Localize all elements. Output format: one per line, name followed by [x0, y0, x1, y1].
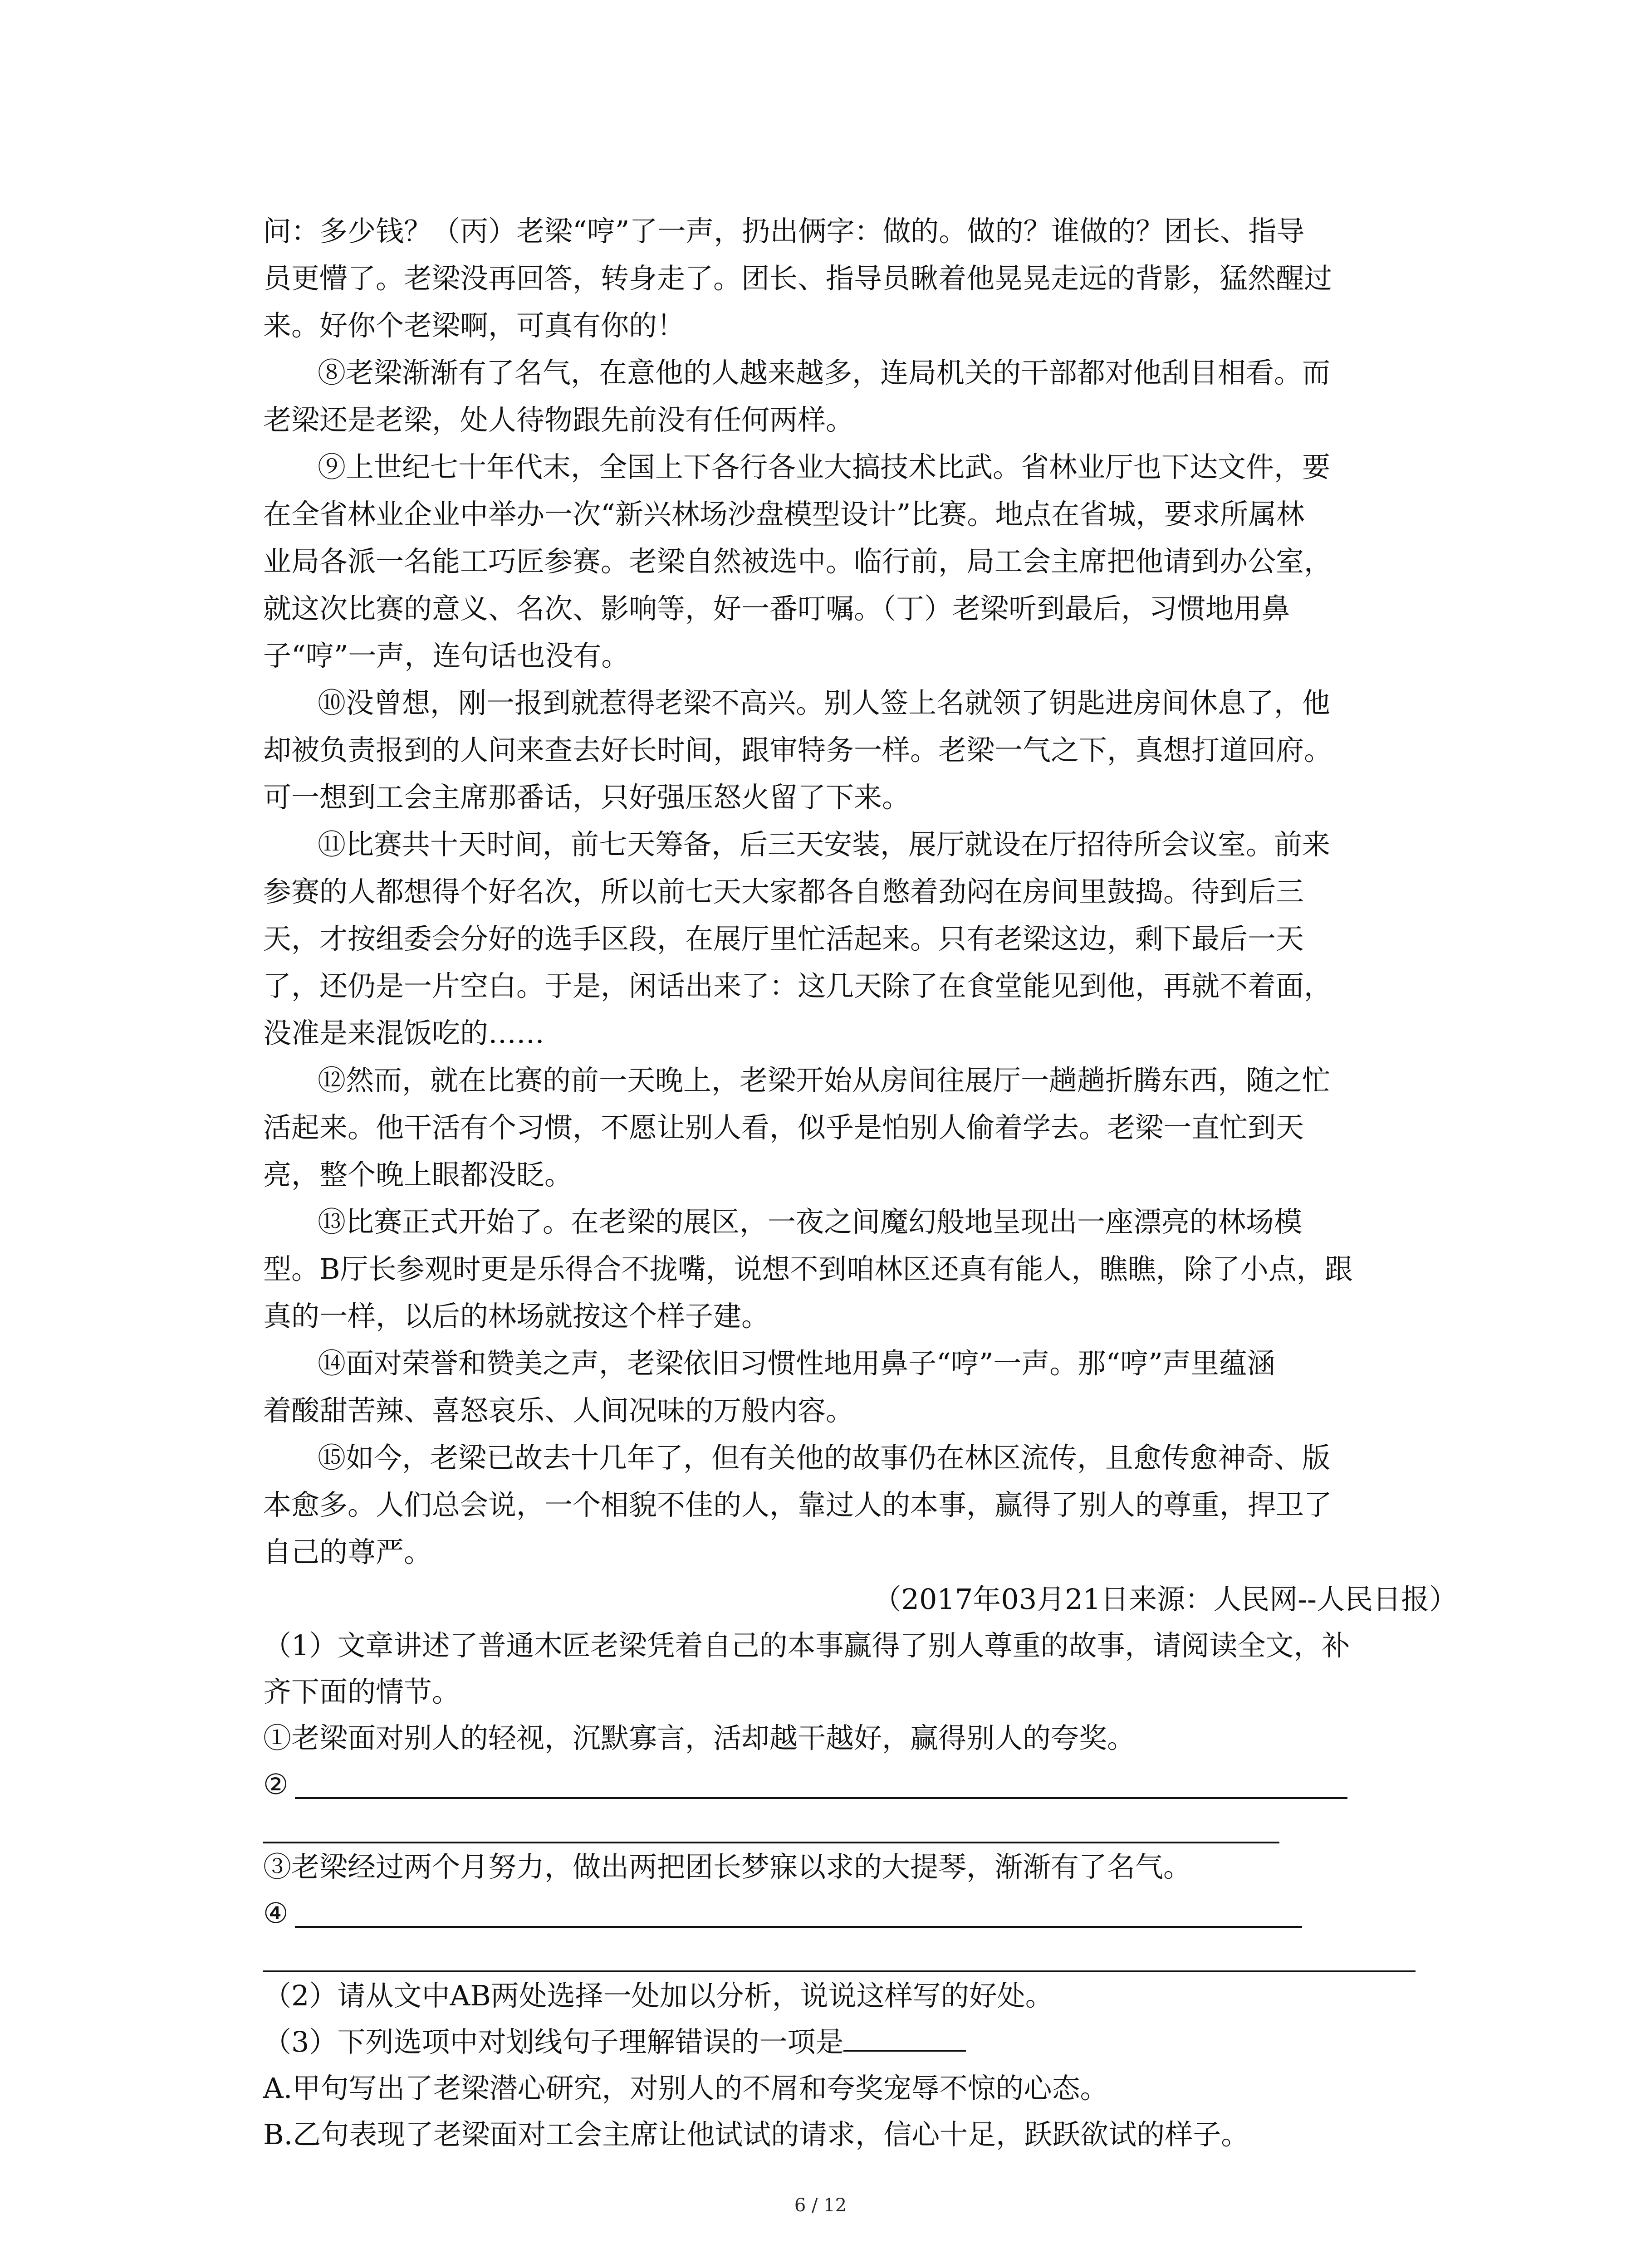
text-line: ⑬比赛正式开始了。在老梁的展区，一夜之间魔幻般地呈现出一座漂亮的林场模 [318, 1205, 1303, 1238]
text-line: 就这次比赛的意义、名次、影响等，好一番叮嘱。（丁）老梁听到最后，习惯地用鼻 [263, 592, 1290, 625]
text-line: 老梁还是老梁，处人待物跟先前没有任何两样。 [263, 403, 854, 436]
text-line: 天，才按组委会分好的选手区段，在展厅里忙活起来。只有老梁这边，剩下最后一天 [263, 922, 1304, 955]
question-1-item-4-marker: ④ [263, 1897, 289, 1930]
text-line: 真的一样，以后的林场就按这个样子建。 [263, 1300, 770, 1333]
answer-blank-item-2-continued[interactable] [263, 1842, 1279, 1843]
text-line: ⑪比赛共十天时间，前七天筹备，后三天安装，展厅就设在厅招待所会议室。前来 [318, 828, 1331, 861]
text-line: ⑮如今，老梁已故去十几年了，但有关他的故事仍在林区流传，且愈传愈神奇、版 [318, 1441, 1331, 1474]
text-line: 却被负责报到的人问来查去好长时间，跟审特务一样。老梁一气之下，真想打道回府。 [263, 733, 1332, 767]
question-1-item-1: ①老梁面对别人的轻视，沉默寡言，活却越干越好，赢得别人的夸奖。 [263, 1721, 1136, 1755]
text-line: 问：多少钱？（丙）老梁“哼”了一声，扔出俩字：做的。做的？谁做的？团长、指导 [263, 215, 1305, 248]
text-line: 业局各派一名能工巧匠参赛。老梁自然被选中。临行前，局工会主席把他请到办公室， [263, 545, 1332, 578]
answer-blank-item-2[interactable] [295, 1797, 1347, 1799]
answer-blank-item-4-continued[interactable] [263, 1970, 1416, 1972]
text-line: 在全省林业企业中举办一次“新兴林场沙盘模型设计”比赛。地点在省城，要求所属林 [263, 498, 1305, 531]
text-line: 着酸甜苦辣、喜怒哀乐、人间况味的万般内容。 [263, 1394, 854, 1427]
question-1-item-3: ③老梁经过两个月努力，做出两把团长梦寐以求的大提琴，渐渐有了名气。 [263, 1850, 1192, 1883]
text-line: 没准是来混饭吃的…… [263, 1017, 545, 1050]
text-line: 活起来。他干活有个习惯，不愿让别人看，似乎是怕别人偷着学去。老梁一直忙到天 [263, 1111, 1304, 1144]
text-line: ⑫然而，就在比赛的前一天晚上，老梁开始从房间往展厅一趟趟折腾东西，随之忙 [318, 1064, 1331, 1097]
question-1-text: 齐下面的情节。 [263, 1675, 460, 1708]
text-line: 型。B厅长参观时更是乐得合不拢嘴，说想不到咱林区还真有能人，瞧瞧，除了小点，跟 [263, 1252, 1353, 1286]
text-line: 本愈多。人们总会说，一个相貌不佳的人，靠过人的本事，赢得了别人的尊重，捍卫了 [263, 1488, 1332, 1521]
question-2-text: （2）请从文中AB两处选择一处加以分析，说说这样写的好处。 [263, 1979, 1053, 2012]
text-line: ⑭面对荣誉和赞美之声，老梁依旧习惯性地用鼻子“哼”一声。那“哼”声里蕴涵 [318, 1347, 1275, 1380]
text-line: ⑨上世纪七十年代末，全国上下各行各业大搞技术比武。省林业厅也下达文件，要 [318, 450, 1331, 484]
question-3-option-b: B.乙句表现了老梁面对工会主席让他试试的请求，信心十足，跃跃欲试的样子。 [263, 2118, 1249, 2151]
text-line: ⑩没曾想，刚一报到就惹得老梁不高兴。别人签上名就领了钥匙进房间休息了，他 [318, 686, 1331, 719]
question-3-text [263, 2020, 966, 2064]
text-line: 亮，整个晚上眼都没眨。 [263, 1158, 573, 1191]
text-line: 自己的尊严。 [263, 1535, 432, 1569]
source-citation: （2017年03月21日来源：人民网--人民日报） [873, 1583, 1457, 1616]
text-line: 员更懵了。老梁没再回答，转身走了。团长、指导员瞅着他晃晃走远的背影，猛然醒过 [263, 262, 1332, 295]
text-line: 子“哼”一声，连句话也没有。 [263, 639, 630, 672]
text-line: 可一想到工会主席那番话，只好强压怒火留了下来。 [263, 781, 911, 814]
text-line: 参赛的人都想得个好名次，所以前七天大家都各自憋着劲闷在房间里鼓捣。待到后三 [263, 875, 1304, 908]
text-line: 了，还仍是一片空白。于是，闲话出来了：这几天除了在食堂能见到他，再就不着面， [263, 969, 1332, 1002]
question-3-prompt: （3）下列选项中对划线句子理解错误的一项是 [263, 2025, 844, 2058]
page-number: 6 / 12 [794, 2195, 847, 2216]
text-line: 来。好你个老梁啊，可真有你的！ [263, 309, 686, 342]
question-3-option-a: A.甲句写出了老梁潜心研究，对别人的不屑和夸奖宠辱不惊的心态。 [263, 2072, 1108, 2105]
text-line: ⑧老梁渐渐有了名气，在意他的人越来越多，连局机关的干部都对他刮目相看。而 [318, 356, 1331, 389]
answer-blank-item-4[interactable] [295, 1926, 1302, 1928]
question-1-item-2-marker: ② [263, 1768, 289, 1801]
question-1-text: （1）文章讲述了普通木匠老梁凭着自己的本事赢得了别人尊重的故事，请阅读全文，补 [263, 1629, 1350, 1662]
answer-blank-question-3[interactable] [843, 2024, 966, 2052]
